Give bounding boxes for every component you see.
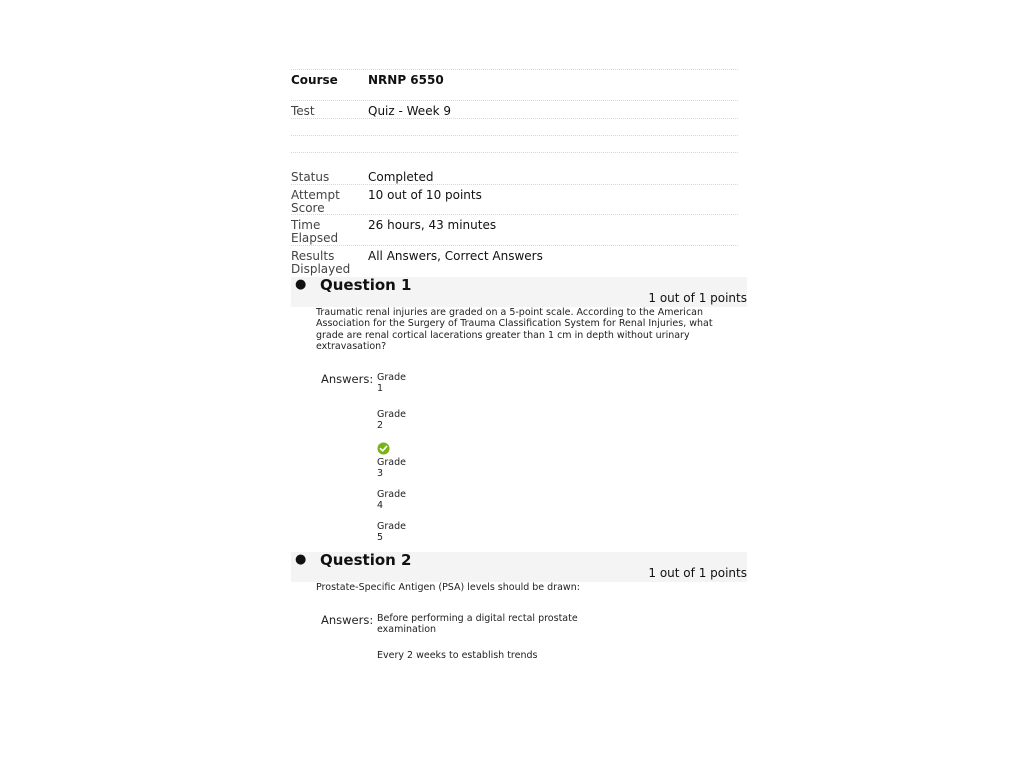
score-row — [291, 184, 738, 215]
course-row — [291, 69, 738, 101]
answer-option-correct: Grade 3 — [377, 457, 406, 480]
blank-row — [291, 135, 738, 153]
question-text: Prostate-Specific Antigen (PSA) levels should be drawn: — [316, 582, 580, 593]
question-points: 1 out of 1 points — [648, 291, 747, 305]
answer-option: Grade 4 — [377, 489, 406, 512]
test-label: Test — [291, 104, 315, 118]
answer-option: Grade 2 — [377, 409, 406, 432]
question-text: Traumatic renal injuries are graded on a 5-point scale. According to the American Association for the Surgery of Trauma Classification System for Renal Injuries, what grade are renal cortical lacerations greater than 1 cm in depth without urinary extravasation? — [316, 307, 713, 353]
score-value: 10 out of 10 points — [368, 188, 482, 202]
status-label: Status — [291, 170, 330, 184]
answer-option: Before performing a digital rectal prostate examination — [377, 613, 578, 636]
blank-row — [291, 118, 738, 136]
score-label: Attempt Score — [291, 188, 340, 215]
course-value: NRNP 6550 — [368, 73, 444, 87]
test-value: Quiz - Week 9 — [368, 104, 451, 118]
bullet-icon: ● — [295, 552, 307, 567]
question-title: Question 2 — [320, 551, 412, 569]
time-label: Time Elapsed — [291, 218, 339, 245]
bullet-icon: ● — [295, 277, 307, 292]
question-points: 1 out of 1 points — [648, 566, 747, 580]
time-value: 26 hours, 43 minutes — [368, 218, 497, 232]
green-check-icon — [377, 442, 390, 455]
question-header — [291, 277, 747, 307]
answer-option: Grade 5 — [377, 521, 406, 544]
test-row — [291, 100, 738, 119]
answers-label: Answers: — [321, 613, 374, 627]
results-value: All Answers, Correct Answers — [368, 249, 543, 263]
question-title: Question 1 — [320, 276, 412, 294]
blank-row — [291, 152, 738, 168]
results-label: Results Displayed — [291, 249, 351, 276]
answers-label: Answers: — [321, 372, 374, 386]
answer-option: Grade 1 — [377, 372, 406, 395]
answer-option: Every 2 weeks to establish trends — [377, 650, 538, 661]
question-header — [291, 552, 747, 582]
results-row — [291, 245, 738, 276]
course-label: Course — [291, 73, 338, 87]
status-value: Completed — [368, 170, 434, 184]
status-row — [291, 167, 738, 184]
time-row — [291, 214, 738, 246]
